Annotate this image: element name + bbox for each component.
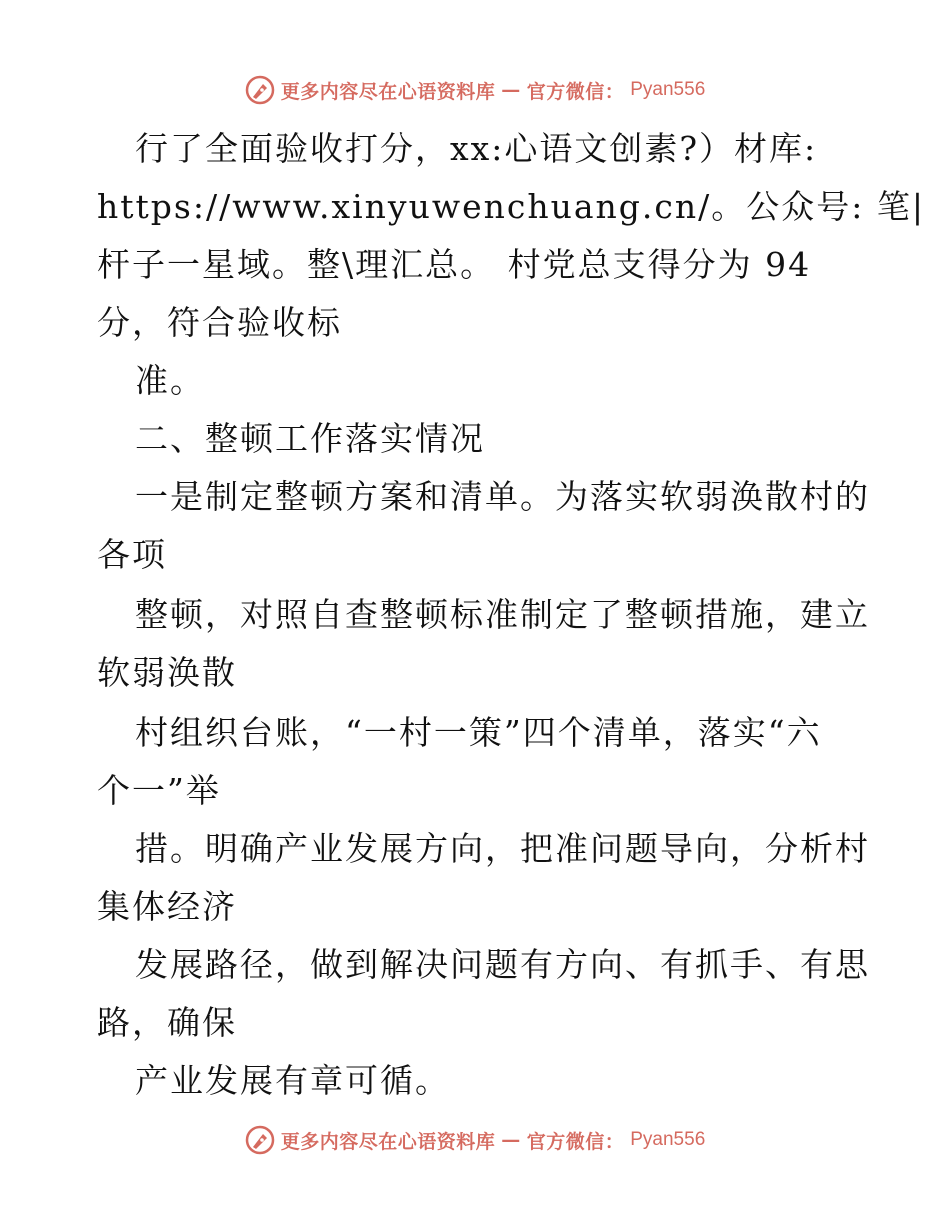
body-line: 软弱涣散 [97, 653, 237, 692]
watermark-text: 更多内容尽在心语资料库 [280, 1130, 496, 1153]
watermark-wechat-label: 官方微信： [526, 1130, 625, 1153]
pen-nib-logo-icon [245, 75, 275, 105]
watermark-dash: — [501, 79, 521, 101]
pen-nib-logo-icon [245, 1125, 275, 1155]
body-line: 集体经济 [97, 887, 237, 926]
watermark-wechat-id: Pyan556 [630, 79, 706, 100]
body-line: 杆子一星域。整\理汇总。 村党总支得分为 94 [97, 245, 812, 284]
body-line: https://www.xinyuwenchuang.cn/。公众号: 笔| [97, 187, 925, 226]
section-heading: 二、整顿工作落实情况 [135, 419, 485, 458]
body-line: 产业发展有章可循。 [135, 1061, 450, 1100]
watermark-wechat-label: 官方微信： [526, 80, 625, 103]
body-line: 准。 [135, 361, 205, 400]
watermark-banner-top [0, 70, 950, 110]
body-line: 各项 [97, 535, 167, 574]
body-line: 个一”举 [97, 771, 221, 810]
body-line: 发展路径，做到解决问题有方向、有抓手、有思 [135, 945, 870, 984]
watermark-dash: — [501, 1129, 521, 1151]
body-line: 措。明确产业发展方向，把准问题导向，分析村 [135, 829, 870, 868]
body-line: 路，确保 [97, 1003, 237, 1042]
watermark-text: 更多内容尽在心语资料库 [280, 80, 496, 103]
watermark-banner-bottom [0, 1120, 950, 1160]
body-line: 整顿，对照自查整顿标准制定了整顿措施，建立 [135, 595, 870, 634]
body-line: 分，符合验收标 [97, 303, 342, 342]
body-line: 村组织台账，“一村一策”四个清单，落实“六 [135, 713, 822, 752]
watermark-wechat-id: Pyan556 [630, 1129, 706, 1150]
body-line: 行了全面验收打分，xx:心语文创素?）材库: [135, 129, 818, 168]
body-line: 一是制定整顿方案和清单。为落实软弱涣散村的 [135, 477, 870, 516]
